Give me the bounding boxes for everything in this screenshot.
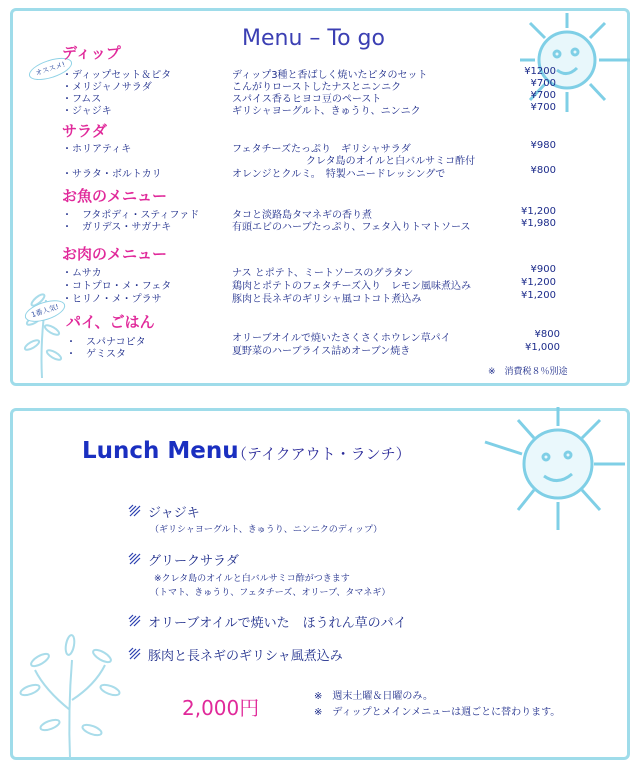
menu-item-price: ¥700 [530, 102, 556, 113]
menu-item-price: ¥800 [534, 329, 560, 340]
menu-item-name: ・ ゲミスタ [66, 349, 126, 360]
menu-item-desc: オリーブオイルで焼いたさくさくホウレン草パイ [232, 333, 451, 344]
menu-item-name: ・ムサカ [62, 268, 102, 279]
menu-item-price: ¥1,200 [521, 290, 556, 301]
menu-item-name: ・ホリアティキ [62, 144, 132, 155]
menu-item-desc: 夏野菜のハーブライス詰めオーブン焼き [232, 346, 411, 357]
menu-item-name: ・ ガリデス・サガナキ [62, 222, 172, 233]
to-go-menu-title: Menu – To go [242, 26, 385, 51]
section-salad: サラダ [62, 122, 107, 140]
leaf-bullet-icon [128, 504, 142, 518]
lunch-item-name: 豚肉と長ネギのギリシャ風煮込み [148, 649, 343, 664]
menu-item-name: ・ディップセット＆ピタ [62, 70, 172, 81]
menu-item-price: ¥1,980 [521, 218, 556, 229]
menu-item-desc: ナス とポテト、ミートソースのグラタン [232, 268, 414, 279]
menu-item-name: ・ジャジキ [62, 106, 112, 117]
menu-item-price: ¥900 [530, 264, 556, 275]
menu-item-name: ・ フタポディ・スティファド [62, 210, 200, 221]
sun-icon [480, 402, 630, 537]
menu-item-price: ¥1200 [524, 66, 556, 77]
menu-item-desc: フェタチーズたっぷり ギリシャサラダ [232, 144, 411, 155]
menu-item-name: ・フムス [62, 94, 102, 105]
menu-item-name: ・ヒリノ・メ・プラサ [62, 294, 162, 305]
menu-item-desc: こんがりローストしたナスとニンニク [232, 82, 402, 93]
menu-item-price: ¥700 [530, 90, 556, 101]
menu-item-desc: ギリシャヨーグルト、きゅうり、ニンニク [232, 106, 421, 117]
menu-item-price: ¥1,200 [521, 277, 556, 288]
menu-item-desc: オレンジとクルミ。 特製ハニードレッシングで [232, 169, 446, 180]
section-meat: お肉のメニュー [62, 245, 168, 263]
menu-item-desc-extra: クレタ島のオイルと白バルサミコ酢付 [306, 156, 476, 167]
menu-item-desc: 豚肉と長ネギのギリシャ風コトコト煮込み [232, 294, 422, 305]
menu-item-price: ¥800 [530, 165, 556, 176]
section-dip: ディップ [62, 44, 121, 62]
menu-item-price: ¥980 [530, 140, 556, 151]
tax-note: ※ 消費税８％別途 [488, 367, 568, 377]
leaf-bullet-icon [128, 614, 142, 628]
menu-item-price: ¥700 [530, 78, 556, 89]
menu-item-desc: 鶏肉とポテトのフェタチーズ入り レモン風味煮込み [232, 281, 471, 292]
lunch-item-desc-extra: （トマト、きゅうり、フェタチーズ、オリーブ、タマネギ） [150, 588, 391, 598]
lunch-item-desc: （ギリシャヨーグルト、きゅうり、ニンニクのディップ） [150, 525, 383, 535]
lunch-menu-title: Lunch Menu [82, 438, 239, 464]
leaf-bullet-icon [128, 552, 142, 566]
leaf-bullet-icon [128, 647, 142, 661]
olive-branch-icon [10, 590, 130, 760]
lunch-note: ※ 週末土曜＆日曜のみ。 [314, 691, 433, 702]
menu-item-desc: ディップ3種と香ばしく焼いたピタのセット [232, 70, 428, 81]
lunch-note: ※ ディップとメインメニューは週ごとに替わります。 [314, 707, 561, 718]
lunch-price: 2,000円 [182, 696, 260, 720]
menu-item-name: ・ スパナコピタ [66, 337, 146, 348]
menu-item-name: ・サラタ・ボルトカリ [62, 169, 162, 180]
section-fish: お魚のメニュー [62, 187, 168, 205]
section-pie-rice: パイ、ごはん [66, 313, 155, 331]
lunch-menu-subtitle: （テイクアウト・ランチ） [232, 445, 411, 463]
popular-badge: 1番人気! [22, 296, 68, 326]
menu-item-desc: 有頭エビのハーブたっぷり、フェタ入りトマトソース [232, 222, 471, 233]
recommend-badge: オススメ! [26, 54, 74, 85]
lunch-item-name: ジャジキ [148, 506, 200, 521]
lunch-item-name: グリークサラダ [148, 554, 239, 569]
lunch-item-name: オリーブオイルで焼いた ほうれん草のパイ [148, 616, 407, 631]
menu-item-desc: スパイス香るヒヨコ豆のペースト [232, 94, 382, 105]
menu-item-name: ・メリジャノサラダ [62, 82, 152, 93]
menu-item-price: ¥1,200 [521, 206, 556, 217]
menu-item-desc: タコと淡路島タマネギの香り煮 [232, 210, 372, 221]
menu-item-price: ¥1,000 [525, 342, 560, 353]
menu-item-name: ・コトプロ・メ・フェタ [62, 281, 172, 292]
lunch-item-desc: ※クレタ島のオイルと白バルサミコ酢がつきます [154, 574, 350, 584]
